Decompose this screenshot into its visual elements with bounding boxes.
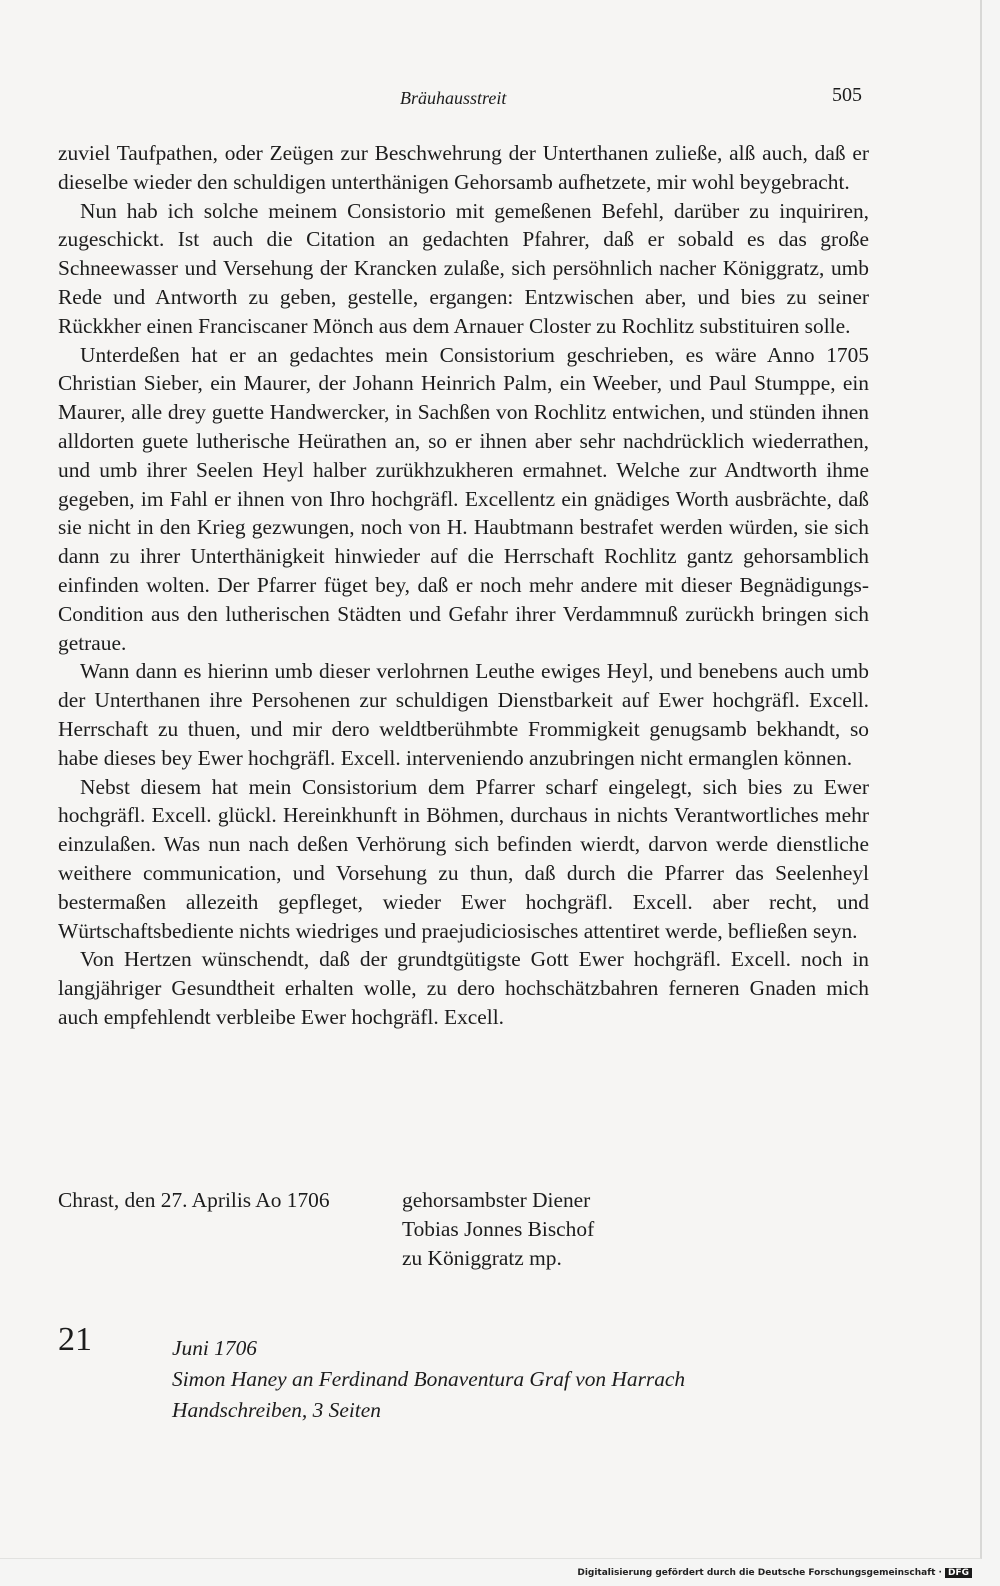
paragraph: zuviel Taufpathen, oder Zeügen zur Beschwehrung der Unterthanen zuließe, alß auch, daß er dieselbe wieder den schuldigen unterthänigen Gehorsamb aufhetzete, mir wohl beygebracht. bbox=[58, 141, 869, 194]
paragraph: Nebst diesem hat mein Consistorium dem Pfarrer scharf eingelegt, sich bies zu Ewer hochgräfl. Excell. glückl. Hereinkhunft in Böhmen, durchaus in nichts Verantwortliches mehr einzulaßen. Was nun nach deßen Verhörung sich befinden wierdt, darvon werde dienstliche weithere communication, und Vorsehung zu thun, daß durch die Pfarrer das Seelenheyl bestermaßen allezeith gepfleget, wieder Ewer hochgräfl. Excell. aber recht, und Würtschaftsbediente nichts wiedriges und praejudiciosisches attentiret werde, befließen seyn. bbox=[58, 774, 869, 943]
paragraph: Von Hertzen wünschendt, daß der grundtgütigste Gott Ewer hochgräfl. Excell. noch in langjähriger Gesundtheit erhalten wolle, zu dero hochschätzbahren ferneren Gnaden mich auch empfehlendt verbleibe Ewer hochgräfl. Excell. bbox=[58, 947, 869, 1029]
credit-text: Digitalisierung gefördert durch die Deutsche Forschungsgemeinschaft · bbox=[577, 1568, 942, 1578]
signature-line: zu Königgratz mp. bbox=[402, 1245, 562, 1270]
page-number: 505 bbox=[832, 84, 862, 106]
digitization-credit bbox=[577, 1568, 972, 1578]
document-number: 21 bbox=[58, 1321, 92, 1358]
running-head bbox=[0, 84, 980, 114]
signature-line: gehorsambster Diener bbox=[402, 1188, 591, 1212]
paragraph: Wann dann es hierinn umb dieser verlohrnen Leuthe ewiges Heyl, und benebens auch umb der Unterthanen ihre Persohenen zur schuldigen Dienstbarkeit auf Ewer hochgräfl. Excell. Herrschaft zu thuen, und mir dero weldtberühmbte Frommigkeit genugsamb bekhandt, so habe dieses bey Ewer hochgräfl. Excell. interveniendo anzubringen nicht ermanglen können. bbox=[58, 659, 869, 770]
document-title: Simon Haney an Ferdinand Bonaventura Graf von Harrach bbox=[172, 1367, 686, 1391]
dfg-logo: DFG bbox=[945, 1568, 972, 1578]
document-date: Juni 1706 bbox=[172, 1336, 257, 1360]
signature-line: Tobias Jonnes Bischof bbox=[402, 1216, 595, 1241]
paragraph: Unterdeßen hat er an gedachtes mein Consistorium geschrieben, es wäre Anno 1705 Christian Sieber, ein Maurer, der Johann Heinrich Palm, ein Weeber, und Paul Stumppe, ein Maurer, alle drey guette Handwercker, in Sachßen von Rochlitz entwichen, und stünden ihnen alldorten guete lutherische Heürathen an, so er ihnen aber sehr nachdrücklich wiederrathen, und umb ihrer Seelen Heyl halber zurükhzukheren ermahnet. Welche zur Andtworth ihme gegeben, im Fahl er ihnen von Ihro hochgräfl. Excellentz ein gnädiges Worth ausbrächte, daß sie nicht in den Krieg gezwungen, noch von H. Haubtmann bestrafet werden würden, sie sich dann zu ihrer Unterthänigkeit hinwieder auf die Herrschaft Rochlitz gantz gehorsamblich einfinden wolten. Der Pfarrer füget bey, daß er noch mehr andere mit dieser Begnädigungs-Condition aus den lutherischen Städten und Gefahr ihrer Verdammnuß zurückh bringen sich getraue. bbox=[58, 342, 869, 655]
paragraph: Nun hab ich solche meinem Consistorio mit gemeßenen Befehl, darüber zu inquiriren, zugeschickt. Ist auch die Citation an gedachten Pfahrer, daß er sobald es das große Schneewasser und Versehung der Krancken zulaße, sich persöhnlich nacher Königgratz, umb Rede und Antworth zu geben, gestelle, ergangen: Entzwischen aber, und bies zu seiner Rückkher einen Franciscaner Mönch aus dem Arnauer Closter zu Rochlitz substituiren solle. bbox=[58, 198, 869, 338]
place-date: Chrast, den 27. Aprilis Ao 1706 bbox=[58, 1188, 330, 1212]
signature-block bbox=[402, 1186, 594, 1272]
document-description: Handschreiben, 3 Seiten bbox=[172, 1398, 381, 1422]
running-head-title: Bräuhausstreit bbox=[400, 88, 507, 108]
document-heading bbox=[172, 1333, 685, 1426]
letter-body bbox=[58, 139, 869, 1032]
